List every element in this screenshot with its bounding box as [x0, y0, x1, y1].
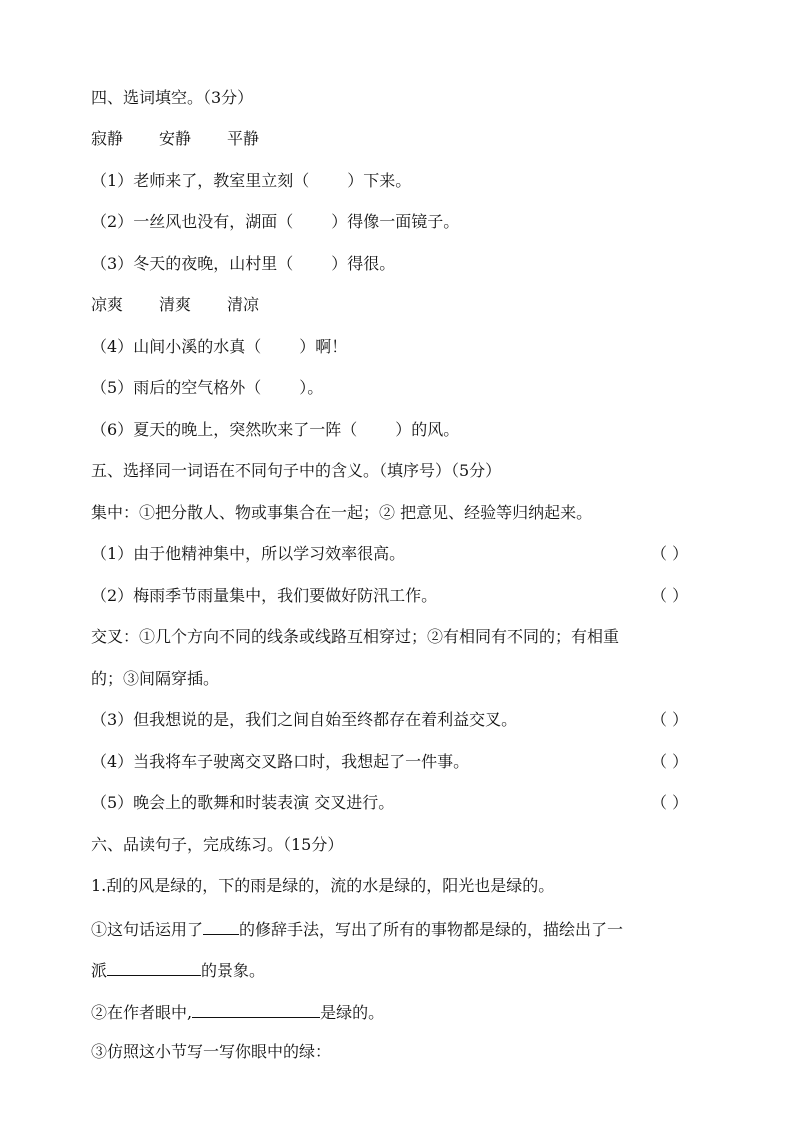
sub-question-text: ②在作者眼中,	[91, 1003, 193, 1022]
answer-blank[interactable]	[203, 918, 239, 935]
matching-item-5: （5）晚会上的歌舞和时装表演 交叉进行。	[91, 793, 395, 812]
sub-question-text: 派	[91, 961, 108, 980]
item-text-after: ）。	[299, 378, 324, 397]
item-text-after: ）得很。	[331, 254, 396, 273]
reading-sentence: 1.刮的风是绿的，下的雨是绿的，流的水是绿的，阳光也是绿的。	[91, 876, 555, 895]
answer-parentheses[interactable]: （ ）	[651, 710, 689, 729]
answer-parentheses[interactable]: （ ）	[651, 793, 689, 812]
item-text-before: 山间小溪的水真（	[133, 337, 262, 356]
item-number: （5）	[91, 378, 134, 397]
sub-question-text: ①这句话运用了	[91, 920, 204, 939]
answer-blank[interactable]	[107, 959, 201, 976]
item-text-after: ）啊！	[299, 337, 348, 356]
item-text-before: 一丝风也没有，湖面（	[133, 212, 294, 231]
section-4-title: 四、选词填空。（3分）	[91, 88, 254, 107]
item-number: （1）	[91, 171, 134, 190]
item-text-before: 夏天的晚上，突然吹来了一阵（	[133, 420, 358, 439]
item-text-after: ）的风。	[395, 420, 460, 439]
definition-jizhong: 集中：①把分散人、物或事集合在一起；② 把意见、经验等归纳起来。	[91, 503, 593, 522]
question-item-4	[91, 337, 347, 357]
definition-jiaocha-line-2: 的；③间隔穿插。	[91, 669, 220, 688]
answer-parentheses[interactable]: （ ）	[651, 752, 689, 771]
section-6-title: 六、品读句子，完成练习。（15分）	[91, 835, 344, 854]
sub-question-a-continued	[91, 959, 265, 979]
item-number: （2）	[91, 212, 134, 231]
item-text-before: 冬天的夜晚，山村里（	[133, 254, 294, 273]
item-text-before: 雨后的空气格外（	[133, 378, 262, 397]
sub-question-b	[91, 1001, 384, 1021]
word-bank-1	[91, 129, 259, 149]
question-item-3	[91, 254, 395, 274]
word-option: 清爽	[159, 295, 192, 314]
item-number: （6）	[91, 420, 134, 439]
answer-blank[interactable]	[192, 1001, 320, 1018]
word-option: 安静	[159, 129, 192, 148]
item-number: （4）	[91, 337, 134, 356]
item-number: （3）	[91, 254, 134, 273]
word-option: 平静	[227, 129, 260, 148]
word-option: 清凉	[227, 295, 260, 314]
sub-question-c: ③仿照这小节写一写你眼中的绿：	[91, 1042, 332, 1061]
word-option: 凉爽	[91, 295, 124, 314]
matching-item-1: （1）由于他精神集中，所以学习效率很高。	[91, 544, 406, 563]
section-5-title: 五、选择同一词语在不同句子中的含义。（填序号）（5分）	[91, 461, 502, 480]
definition-jiaocha-line-1: 交叉：①几个方向不同的线条或线路互相穿过；②有相同有不同的；有相重	[91, 627, 620, 646]
sub-question-text: 是绿的。	[320, 1003, 385, 1022]
sub-question-a	[91, 918, 623, 938]
question-item-6	[91, 420, 459, 440]
item-text-after: ）下来。	[347, 171, 412, 190]
answer-parentheses[interactable]: （ ）	[651, 586, 689, 605]
question-item-1	[91, 171, 411, 191]
matching-item-3: （3）但我想说的是，我们之间自始至终都存在着利益交叉。	[91, 710, 518, 729]
matching-item-2: （2）梅雨季节雨量集中，我们要做好防汛工作。	[91, 586, 438, 605]
question-item-2	[91, 212, 459, 232]
sub-question-text: 的景象。	[201, 961, 266, 980]
matching-item-4: （4）当我将车子驶离交叉路口时，我想起了一件事。	[91, 752, 470, 771]
item-text-before: 老师来了，教室里立刻（	[133, 171, 310, 190]
word-option: 寂静	[91, 129, 124, 148]
word-bank-2	[91, 295, 259, 315]
answer-parentheses[interactable]: （ ）	[651, 544, 689, 563]
item-text-after: ）得像一面镜子。	[331, 212, 460, 231]
question-item-5	[91, 378, 323, 398]
sub-question-text: 的修辞手法，写出了所有的事物都是绿的，描绘出了一	[239, 920, 624, 939]
